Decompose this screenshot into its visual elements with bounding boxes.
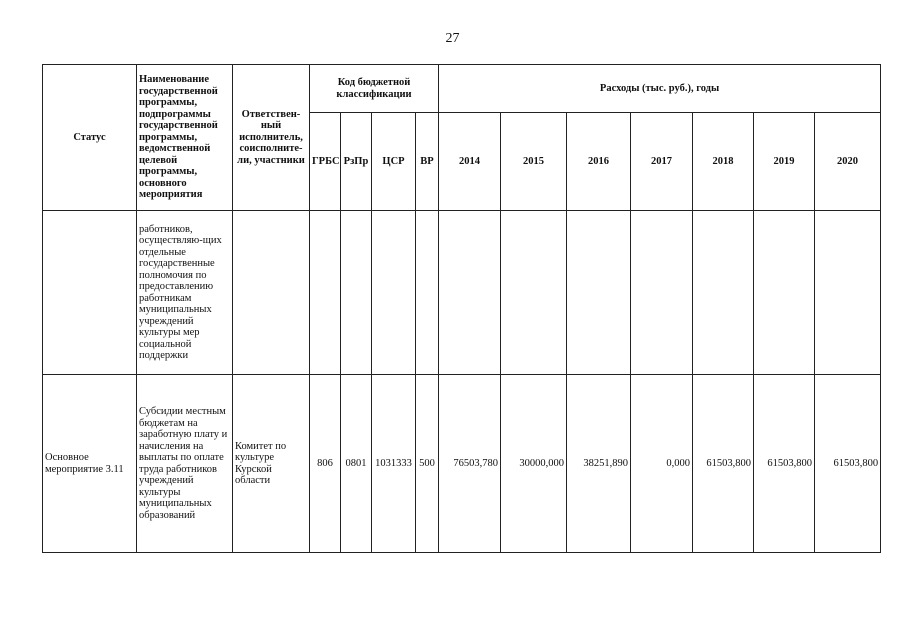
budget-table [42, 64, 881, 553]
header-name: Наименование государственной программы, подпрограммы государственной программы, ведомственной целевой программы, основного мероприятия [137, 65, 233, 211]
table-row [43, 375, 881, 553]
row-value-2017: 0,000 [631, 375, 693, 553]
row-name: работников, осуществляю-щих отдельные государственные полномочия по предоставлению работникам муниципальных учреждений культуры мер социальной поддержки [137, 211, 233, 375]
header-status: Статус [43, 65, 137, 211]
row-value-2018 [693, 211, 754, 375]
header-code-grbs: ГРБС [310, 113, 341, 211]
table-row [43, 211, 881, 375]
row-value-2016 [567, 211, 631, 375]
header-row-group [43, 65, 881, 113]
row-code-grbs: 806 [310, 375, 341, 553]
row-code-rzpr [341, 211, 372, 375]
row-status [43, 211, 137, 375]
row-code-csr: 1031333 [372, 375, 416, 553]
row-value-2014: 76503,780 [439, 375, 501, 553]
header-year-2018: 2018 [693, 113, 754, 211]
header-year-2015: 2015 [501, 113, 567, 211]
row-code-vr: 500 [416, 375, 439, 553]
header-executor: Ответствен-ный исполнитель, соисполните-ли, участники [233, 65, 310, 211]
row-value-2019 [754, 211, 815, 375]
header-year-2016: 2016 [567, 113, 631, 211]
header-year-2020: 2020 [815, 113, 881, 211]
header-code-group: Код бюджетной классификации [310, 65, 439, 113]
header-code-csr: ЦСР [372, 113, 416, 211]
header-code-vr: ВР [416, 113, 439, 211]
header-expenses-group: Расходы (тыс. руб.), годы [439, 65, 881, 113]
page-number: 27 [445, 31, 460, 46]
header-year-2014: 2014 [439, 113, 501, 211]
row-value-2020: 61503,800 [815, 375, 881, 553]
row-executor [233, 211, 310, 375]
header-code-rzpr: РзПр [341, 113, 372, 211]
row-value-2015: 30000,000 [501, 375, 567, 553]
row-value-2015 [501, 211, 567, 375]
row-value-2018: 61503,800 [693, 375, 754, 553]
row-code-vr [416, 211, 439, 375]
row-value-2020 [815, 211, 881, 375]
row-executor: Комитет по культуре Курской области [233, 375, 310, 553]
row-code-grbs [310, 211, 341, 375]
row-status: Основное мероприятие 3.11 [43, 375, 137, 553]
header-year-2019: 2019 [754, 113, 815, 211]
row-value-2014 [439, 211, 501, 375]
row-code-rzpr: 0801 [341, 375, 372, 553]
row-value-2017 [631, 211, 693, 375]
row-value-2019: 61503,800 [754, 375, 815, 553]
header-year-2017: 2017 [631, 113, 693, 211]
row-value-2016: 38251,890 [567, 375, 631, 553]
row-code-csr [372, 211, 416, 375]
row-name: Субсидии местным бюджетам на заработную плату и начисления на выплаты по оплате труда работников учреждений культуры муниципальных образований [137, 375, 233, 553]
